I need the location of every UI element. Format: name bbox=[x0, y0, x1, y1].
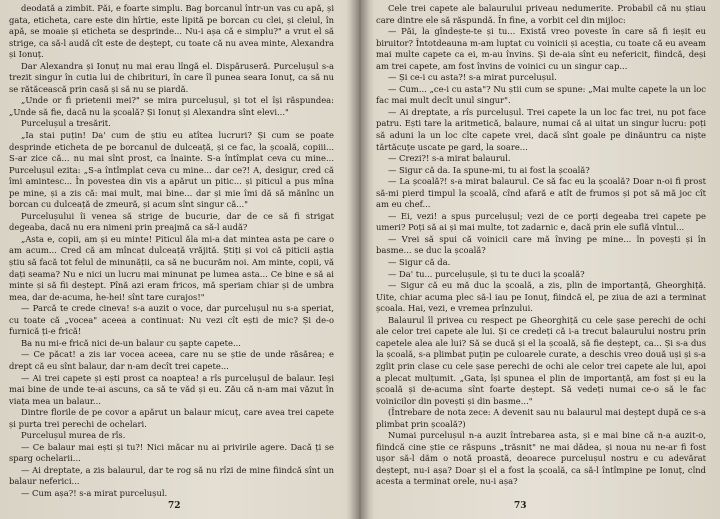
right-page-text bbox=[376, 3, 706, 488]
paragraph: Purcelușul murea de rîs. bbox=[21, 430, 126, 441]
paragraph: — Crezi?! s-a mirat balaurul. bbox=[388, 153, 511, 164]
paragraph: Dintre florile de pe covor a apărut un balaur micuț, care avea trei capete și purta trei perechi de ochelari. bbox=[9, 407, 334, 429]
paragraph: — Vrei să spui că voinicii care mă înving pe mine... în povești și în basme... se duc la școală? bbox=[376, 233, 706, 256]
paragraph: — Și ce-i cu asta?! s-a mirat purcelușul. bbox=[388, 72, 557, 83]
page-number-left: 72 bbox=[168, 501, 181, 511]
paragraph: Numai purcelușul n-a auzit întrebarea asta, și e mai bine că n-a auzit-o, fiindcă cine știe ce răspuns „trăsnit" ne mai dădea, și noua nu ne-ar fi fost ușor să-l dăm o notă proastă, deoarece purcelușul nostru e cu adevărat deștept, nu-i așa? Doar și el a fost la școală, ca să-l întîmpine pe Ionuț, cînd acesta a terminat orele, nu-i așa? bbox=[376, 430, 706, 487]
paragraph: Dar Alexandra și Ionuț nu mai erau lîngă el. Dispăruseră. Purcelușul s-a trezit singur în cutia lui de chibrituri, în care îl punea seara Ionuț, ca să nu se rătăcească prin casă și să nu se piardă. bbox=[9, 60, 334, 94]
paragraph: — Sigur că eu mă duc la școală, a zis, plin de importanță, Gheorghiță. Uite, chiar acuma plec să-l iau pe Ionuț, fiindcă el, pe ziua de azi a terminat școala. Hai, vezi, e vremea prînzului. bbox=[376, 280, 706, 314]
paragraph: Cele trei capete ale balaurului priveau nedumerite. Probabil că nu știau care dintre ele să răspundă. În fine, a vorbit cel din mijloc: bbox=[376, 3, 706, 25]
paragraph: deodată a zimbit. Păi, e foarte simplu. Bag borcanul într-un vas cu apă, și gata, eticheta, care este din hîrtie, este lipită pe borcan cu clei, și cleiul, în apă, se moaie și eticheta se desprinde... Nu-i așa că e simplu?" a vrut el să strige, ca să-l audă cît este de deștept, cu toate că nu avea minte, Alexandra și Ionuț. bbox=[9, 3, 334, 60]
paragraph: — La școală?! s-a mirat balaurul. Ce să fac eu la școală? Doar n-oi fi prost să-mi pierd timpul la școală, cînd afară e atît de frumos și pot să mă joc cît am eu chef... bbox=[376, 176, 706, 210]
paragraph: — Cum așa?! s-a mirat purcelușul. bbox=[21, 487, 168, 498]
paragraph: — Da' tu... purcelușule, și tu te duci la școală? bbox=[388, 268, 585, 279]
paragraph: (Întrebare de nota zece: A devenit sau nu balaurul mai deștept după ce s-a plimbat prin școală?) bbox=[376, 407, 706, 429]
paragraph: — Parcă te crede cineva! s-a auzit o voce, dar purcelușul nu s-a speriat, cu toate că „vocea" aceea a continuat: Nu vezi cît ești de mic? Și de-o furnică ți-e frică! bbox=[9, 303, 334, 337]
paragraph: — Cum... „ce-i cu asta"? Nu știi cum se spune: „Mai multe capete la un loc fac mai mult decît unul singur". bbox=[376, 83, 706, 106]
right-page bbox=[362, 0, 720, 519]
paragraph: — Sigur că da. bbox=[388, 257, 451, 268]
paragraph: — Păi, la gîndește-te și tu... Există vreo poveste în care să fi ieșit eu biruitor? Întotdeauna m-am luptat cu voinicii și aceștia, cu toate că eu aveam mai multe capete ca ei, m-au învins. Și de-aia sînt eu nefericit, fiindcă, deși am trei capete, am fost învins de voinici cu un singur cap... bbox=[376, 26, 706, 71]
paragraph: „Asta e, copii, am și eu minte! Piticul ăla mi-a dat mintea asta pe care o am acum... Cred că am mîncat dulceață vrăjită. Știți și voi că piticii aștia știu să facă tot felul de minunății, ca să ne bucurăm noi. Am minte, copii, vă dați seama? Nu e nici un lucru mai minunat pe lumea asta... Ce bine e să ai minte și să fii deștept. Pînă azi eram fricos, mă speriam chiar și de umbra mea, dar de-acuma, he-hei! sînt tare curajos!" bbox=[9, 233, 334, 302]
paragraph: „Ia stai puțin! Da' cum de știu eu atîtea lucruri? Și cum se poate desprinde eticheta de pe borcanul de dulceață, și ce fac, la școală, copiii... S-ar zice că... nu mai sînt prost, ca înainte. S-a întîmplat ceva cu mine... Purcelușul ezita: „S-a întîmplat ceva cu mine... dar ce?! A, desigur, cred că îmi amintesc... În povestea din vis a apărut un pitic... și piticul a pus mîna pe mine, și a zis că: mai mult, mai bine... dar și mie îmi dă să mănînc un borcan cu dulceață de zmeură, și acum sînt singur că..." bbox=[9, 130, 334, 210]
left-page bbox=[0, 0, 358, 519]
paragraph: — Ei, vezi! a spus purcelușul; vezi de ce porți degeaba trei capete pe umeri? Poți să ai și mai multe, tot zadarnic e, dacă prin ele suflă vîntul... bbox=[376, 210, 706, 233]
paragraph: Purcelușului îi venea să strige de bucurie, dar de ce să fi strigat degeaba, dacă nu era nimeni prin preajmă ca să-l audă? bbox=[9, 210, 334, 233]
paragraph: — Ai trei capete și ești prost ca noaptea! a rîs purcelușul de balaur. Ieși mai bine de unde te-ai ascuns, ca să te văd și eu. Zău că n-am mai văzut în viața mea un balaur... bbox=[9, 372, 334, 406]
paragraph: — Sigur că da. Ia spune-mi, tu ai fost la școală? bbox=[388, 164, 590, 175]
left-page-text bbox=[9, 3, 334, 500]
paragraph: — Ai dreptate, a zis balaurul, dar te rog să nu rîzi de mine fiindcă sînt un balaur neferici... bbox=[9, 464, 334, 487]
paragraph: Purcelușul a tresărit. bbox=[21, 118, 111, 129]
page-number-right: 73 bbox=[514, 501, 527, 511]
paragraph: — Ce balaur mai ești și tu?! Nici măcar nu ai privirile agere. Dacă ți se sparg ochelarii... bbox=[9, 441, 334, 464]
paragraph: — Ce păcat! a zis iar vocea aceea, care nu se știe de unde răsărea; e drept că eu sînt balaur, dar n-am decît trei capete... bbox=[9, 349, 334, 371]
paragraph: — Ai dreptate, a rîs purcelușul. Trei capete la un loc fac trei, nu pot face patru. Ești tare la aritmetică, balaure, numai că ai uitat un singur lucru: poți să aduni la un loc cîte capete vrei, dacă sînt goale pe dinăuntru ca niște tărtăcuțe uscate pe gard, la soare... bbox=[376, 106, 706, 152]
paragraph: Balaurul îl privea cu respect pe Gheorghiță cu cele șase perechi de ochi ale celor trei capete ale lui. Și ce credeți că i-a trecut balaurului nostru prin capetele alea ale lui? Să se ducă și el la școală, să fie deștept, ca... Și s-a dus la școală, s-a plimbat puțin pe culoarele curate, a deschis vreo două uși și s-a zgîit prin clase cu cele șase perechi de ochi ale celor trei capete ale lui, apoi a plecat mulțumit. „Gata, își spunea el plin de importanță, am fost și eu la școală și de-acuma sînt foarte deștept. Să vedeți numai ce-o să le fac voinicilor din povești și din basme..." bbox=[376, 314, 706, 406]
paragraph: Ba nu mi-e frică nici de-un balaur cu șapte capete... bbox=[21, 337, 241, 348]
paragraph: „Unde or fi prietenii mei?" se mira purcelușul, și tot el își răspundea: „Unde să fie, dacă nu la școală? Și Ionuț și Alexandra sînt elevi..." bbox=[9, 95, 334, 117]
